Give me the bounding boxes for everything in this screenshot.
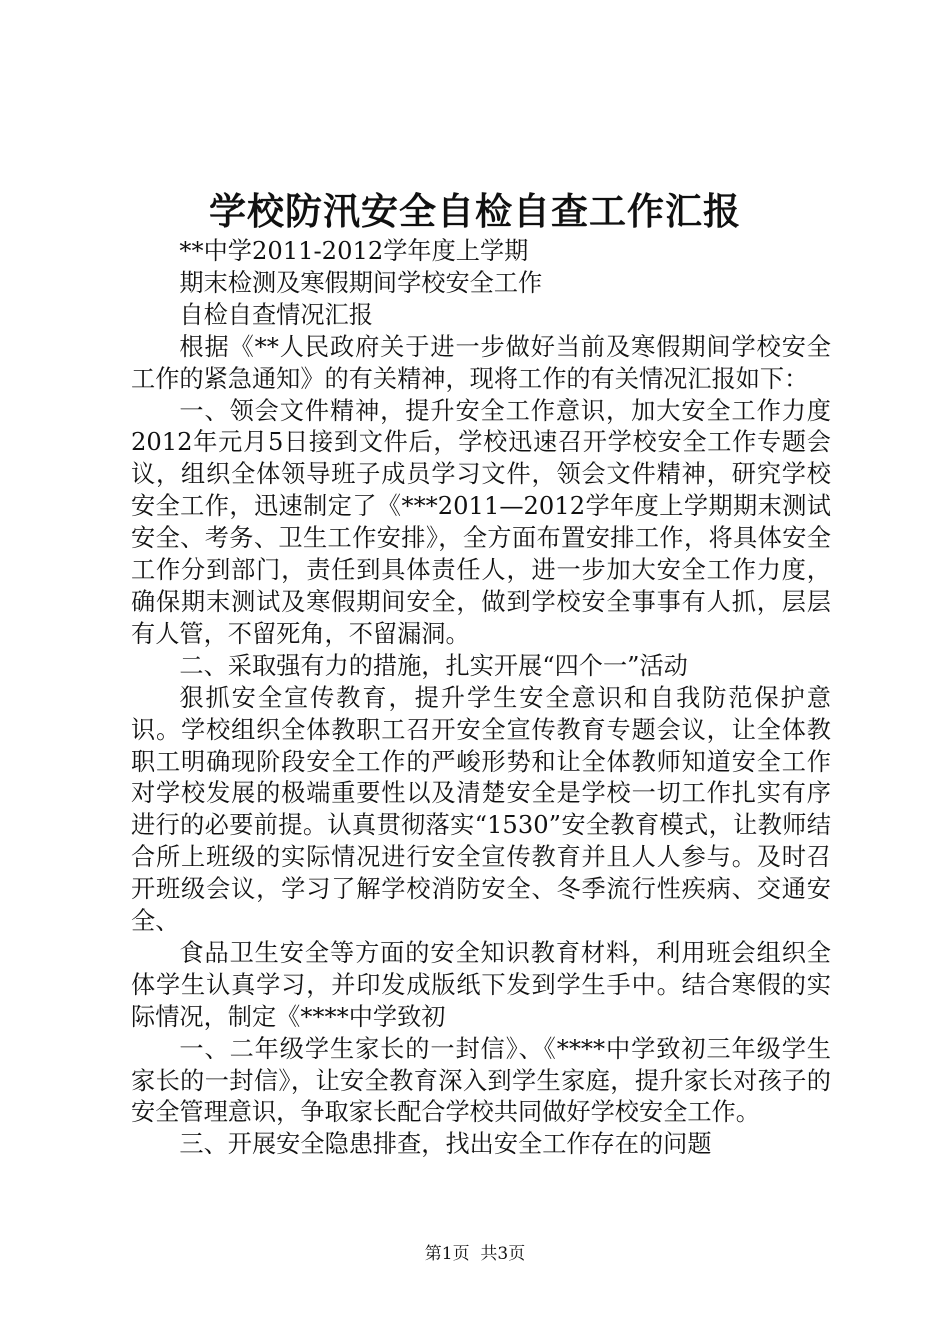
- page-number: 第1页: [424, 1244, 470, 1264]
- subtitle-line-2: 期末检测及寒假期间学校安全工作: [179, 268, 543, 297]
- document-body: [131, 236, 831, 1161]
- document-title: 学校防汛安全自检自查工作汇报: [209, 189, 741, 233]
- heading-section-2: 二、采取强有力的措施，扎实开展“四个一”活动: [179, 651, 688, 680]
- heading-section-3: 三、开展安全隐患排查，找出安全工作存在的问题: [179, 1130, 712, 1159]
- paragraph-section-1: 一、领会文件精神，提升安全工作意识，加大安全工作力度2012年元月5日接到文件后，学校迅速召开学校安全工作专题会议，组织全体领导班子成员学习文件，领会文件精神，研究学校安全工作，迅速制定了《***2011—2012学年度上学期期末测试安全、考务、卫生工作安排》，全方面布置安排工作，将具体安全工作分到部门，责任到具体责任人，进一步加大安全工作力度，确保期末测试及寒假期间安全，做到学校安全事事有人抓，层层有人管，不留死角，不留漏洞。: [131, 396, 831, 648]
- page-total: 共3页: [480, 1244, 526, 1264]
- paragraph-safety-education: 狠抓安全宣传教育，提升学生安全意识和自我防范保护意识。学校组织全体教职工召开安全宣传教育专题会议，让全体教职工明确现阶段安全工作的严峻形势和让全体教师知道安全工作对学校发展的极端重要性以及清楚安全是学校一切工作扎实有序进行的必要前提。认真贯彻落实“1530”安全教育模式，让教师结合所上班级的实际情况进行安全宣传教育并且人人参与。及时召开班级会议，学习了解学校消防安全、冬季流行性疾病、交通安全、: [131, 683, 831, 936]
- paragraph-intro: 根据《**人民政府关于进一步做好当前及寒假期间学校安全工作的紧急通知》的有关精神，现将工作的有关情况汇报如下：: [131, 332, 831, 393]
- paragraph-parent-letter: 一、二年级学生家长的一封信》、《****中学致初三年级学生家长的一封信》，让安全教育深入到学生家庭，提升家长对孩子的安全管理意识，争取家长配合学校共同做好学校安全工作。: [131, 1034, 831, 1127]
- page-footer: [0, 1243, 950, 1265]
- subtitle-line-3: 自检自查情况汇报: [179, 300, 373, 329]
- paragraph-food-safety: 食品卫生安全等方面的安全知识教育材料，利用班会组织全体学生认真学习，并印发成版纸下发到学生手中。结合寒假的实际情况，制定《****中学致初: [131, 938, 831, 1031]
- subtitle-line-1: **中学2011-2012学年度上学期: [179, 237, 529, 265]
